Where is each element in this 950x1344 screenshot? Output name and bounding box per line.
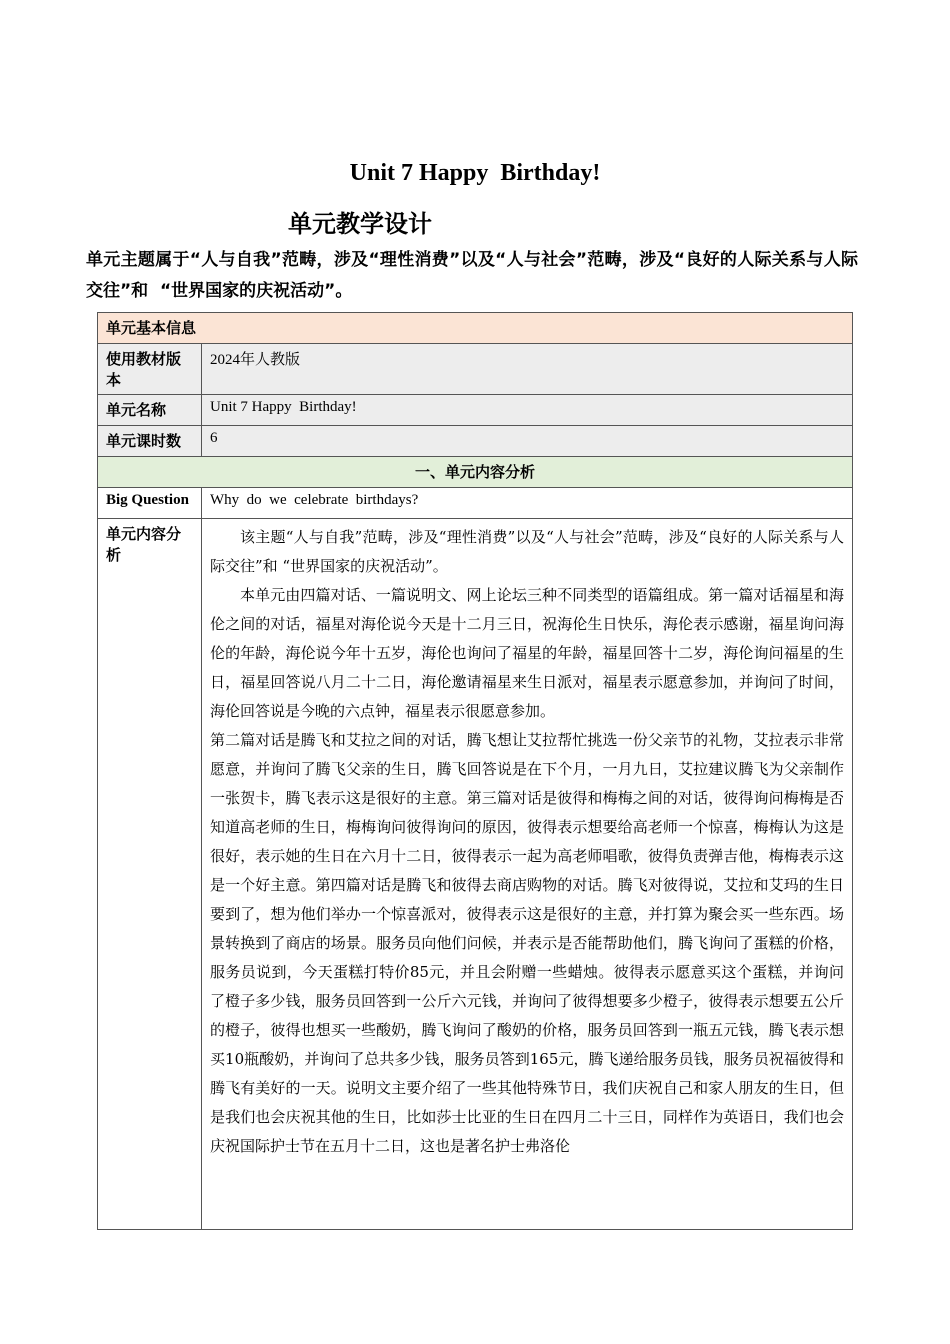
document-title-cn: 单元教学设计: [288, 210, 432, 238]
textbook-label: 使用教材版本: [98, 344, 202, 395]
unit-info-table: [97, 312, 853, 1230]
basic-info-header: 单元基本信息: [98, 313, 853, 344]
table-row: [98, 457, 853, 488]
big-question-value: Why do we celebrate birthdays?: [202, 488, 853, 519]
intro-paragraph: 单元主题属于“人与自我”范畴，涉及“理性消费”以及“人与社会”范畴，涉及“良好的人际关系与人际交往”和 “世界国家的庆祝活动”。: [86, 250, 858, 301]
textbook-value: 2024年人教版: [202, 344, 853, 395]
table-row: [98, 519, 853, 1230]
content-analysis-text: [210, 523, 844, 1225]
hours-value: 6: [202, 426, 853, 457]
table-row: [98, 395, 853, 426]
content-analysis-label: 单元内容分析: [98, 519, 202, 1230]
content-analysis-cell: [202, 519, 853, 1230]
document-title-en: Unit 7 Happy Birthday!: [349, 160, 601, 186]
table-row: [98, 426, 853, 457]
table-row: [98, 488, 853, 519]
big-question-label: Big Question: [98, 488, 202, 519]
unit-name-label: 单元名称: [98, 395, 202, 426]
content-paragraph: 本单元由四篇对话、一篇说明文、网上论坛三种不同类型的语篇组成。第一篇对话福星和海伦之间的对话，福星对海伦说今天是十二月三日，祝海伦生日快乐，海伦表示感谢，福星询问海伦的年龄，海伦说今年十五岁，海伦也询问了福星的年龄，福星回答十二岁，海伦询问福星的生日，福星回答说八月二十二日，海伦邀请福星来生日派对，福星表示愿意参加，并询问了时间，海伦回答说是今晚的六点钟，福星表示很愿意参加。: [210, 586, 844, 720]
hours-label: 单元课时数: [98, 426, 202, 457]
content-paragraph: 该主题“人与自我”范畴，涉及“理性消费”以及“人与社会”范畴，涉及“良好的人际关系与人际交往”和 “世界国家的庆祝活动”。: [210, 528, 844, 575]
unit-name-value: Unit 7 Happy Birthday!: [202, 395, 853, 426]
content-paragraph: 第二篇对话是腾飞和艾拉之间的对话，腾飞想让艾拉帮忙挑选一份父亲节的礼物，艾拉表示非常愿意，并询问了腾飞父亲的生日，腾飞回答说是在下个月，一月九日，艾拉建议腾飞为父亲制作一张贺卡，腾飞表示这是很好的主意。第三篇对话是彼得和梅梅之间的对话，彼得询问梅梅是否知道高老师的生日，梅梅询问彼得询问的原因，彼得表示想要给高老师一个惊喜，梅梅认为这是很好，表示她的生日在六月十二日，彼得表示一起为高老师唱歌，彼得负责弹吉他，梅梅表示这是一个好主意。第四篇对话是腾飞和彼得去商店购物的对话。腾飞对彼得说，艾拉和艾玛的生日要到了，想为他们举办一个惊喜派对，彼得表示这是很好的主意，并打算为聚会买一些东西。场景转换到了商店的场景。服务员向他们问候，并表示是否能帮助他们，腾飞询问了蛋糕的价格，服务员说到，今天蛋糕打特价85元，并且会附赠一些蜡烛。彼得表示愿意买这个蛋糕，并询问了橙子多少钱，服务员回答到一公斤六元钱，并询问了彼得想要多少橙子，彼得表示想要五公斤的橙子，彼得也想买一些酸奶，腾飞询问了酸奶的价格，服务员回答到一瓶五元钱，腾飞表示想买10瓶酸奶，并询问了总共多少钱，服务员答到165元，腾飞递给服务员钱，服务员祝福彼得和腾飞有美好的一天。说明文主要介绍了一些其他特殊节日，我们庆祝自己和家人朋友的生日，但是我们也会庆祝其他的生日，比如莎士比亚的生日在四月二十三日，同样作为英语日，我们也会庆祝国际护士节在五月十二日，这也是著名护士弗洛伦: [210, 731, 844, 1155]
table-row: [98, 344, 853, 395]
table-row: [98, 313, 853, 344]
section-title: 一、单元内容分析: [98, 457, 853, 488]
